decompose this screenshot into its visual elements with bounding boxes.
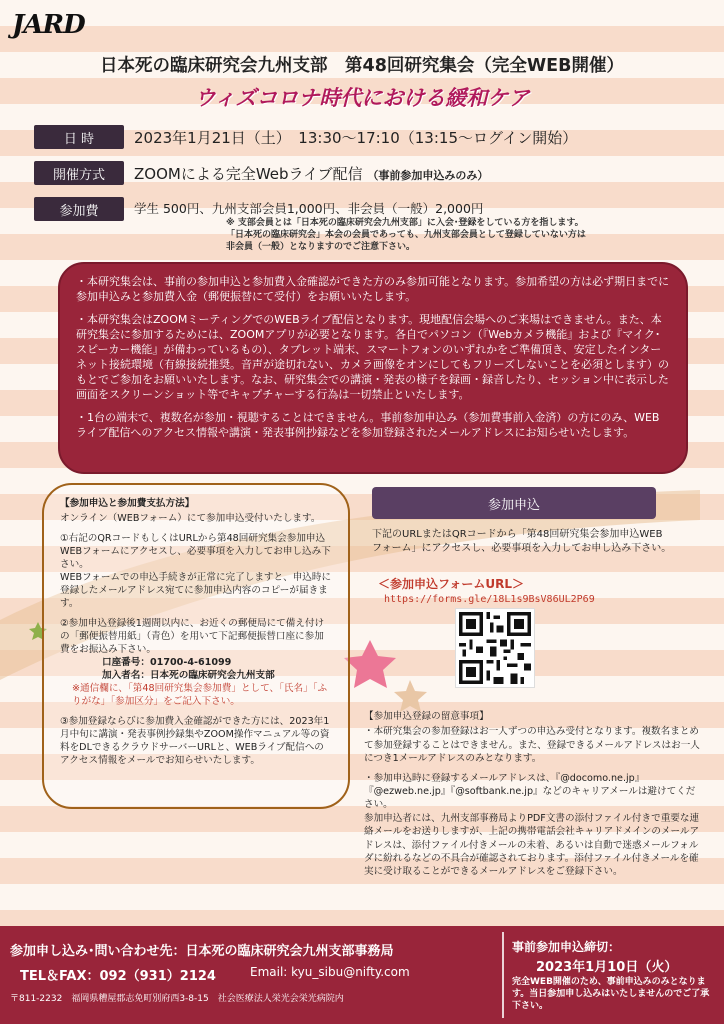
- event-title: 日本死の臨床研究会九州支部 第48回研究集会（完全WEB開催）: [100, 56, 624, 76]
- method-note: （事前参加申込みのみ）: [367, 169, 489, 182]
- contact-address: 〒811-2232 福岡県糟屋郡志免町別府西3-8-15 社会医療法人栄光会栄光病院内: [10, 994, 344, 1004]
- notes-heading: 【参加申込登録の留意事項】: [364, 711, 489, 722]
- notice-box: [58, 262, 688, 474]
- method-value: [134, 163, 488, 184]
- remittance-remark: ※通信欄に、「第48回研究集会参加費」として、「氏名」「ふりがな」「参加区分」をご記入下さい。: [72, 683, 328, 707]
- event-theme: ウィズコロナ時代における緩和ケア: [194, 86, 530, 110]
- contact-title: 参加申し込み･問い合わせ先：日本死の臨床研究会九州支部事務局: [10, 944, 394, 959]
- notice-paragraph-1: ・本研究集会は、事前の参加申込と参加費入金確認ができた方のみ参加可能となります。参加希望の方は必ず期日までに参加申込みと参加費入金（郵便振替にて受付）をお願いいたします。: [76, 275, 670, 303]
- notes-paragraph-3: 参加申込者には、九州支部事務局よりPDF文書の添付ファイル付きで重要な連絡メールをお送りしますが、上記の携帯電話会社キャリアドメインのメールアドレスは、添付ファイル付きメールの未着、あるいは自動で迷惑メールフォルダに紛れるなどの不具合が確認されております。添付ファイル付きメールを確実に受け取ることができるメールアドレスをご登録下さい。: [364, 812, 700, 878]
- notice-paragraph-2: ・本研究集会はZOOMミーティングでのWEBライブ配信となります。現地配信会場へのご来場はできません。また、本研究集会に参加するためには、ZOOMアプリが必要となります。各自でパソコン（『Webカメラ機能』および『マイク･スピーカー機能』が備わっているもの）、タブレット端末、スマートフォンのいずれかをご準備頂き、安定したインターネット接続環境（有線接続推奨。音声が途切れない、カメラ画像をオンにしてもフリーズしないことを必須とします）のもとでご参加をお願いいたします。なお、研究集会での講演・発表の様子を録画・録音したり、セッション中に表示した画面をスクリーンショット等でキャプチャーする行為は一切禁止といたします。: [76, 313, 670, 401]
- payment-intro: オンライン（WEBフォーム）にて参加申込受付いたします。: [60, 513, 321, 524]
- notice-paragraph-3: ・1台の端末で、複数名が参加・視聴することはできません。事前参加申込み（参加費事前入金済）の方にのみ、WEBライブ配信へのアクセス情報や講演・発表事例抄録などを参加登録されたメールアドレスにお知らせいたします。: [76, 411, 660, 439]
- deadline-title: 事前参加申込締切：: [512, 940, 621, 954]
- contact-tel: TEL＆FAX：092（931）2124: [20, 969, 216, 984]
- method-text: ZOOMによる完全Webライブ配信: [134, 165, 363, 183]
- account-number: 口座番号：01700-4-61099: [102, 657, 232, 668]
- method-label: 開催方式: [34, 161, 124, 185]
- pink-star-icon: [344, 640, 396, 688]
- apply-description: 下記のURLまたはQRコードから「第48回研究集会参加申込WEBフォーム」にアクセスし、必要事項を入力してお申し込み下さい。: [372, 529, 672, 554]
- footer-divider: [502, 932, 504, 1018]
- payment-step-1b: WEBフォームでの申込手続きが正常に完了しますと、申込時に登録したメールアドレス宛てに参加申込内容のコピーが届きます。: [60, 572, 332, 609]
- jard-logo: JARD: [12, 10, 85, 40]
- payment-heading: 【参加申込と参加費支払方法】: [60, 498, 195, 509]
- payment-box: [42, 483, 350, 809]
- tan-star-icon: [394, 680, 427, 712]
- registration-notes: [364, 710, 704, 885]
- qr-code-graphic: [459, 612, 531, 684]
- payment-step-3: ③参加登録ならびに参加費入金確認ができた方には、2023年1月中旬に講演・発表事例抄録集やZOOM操作マニュアル等の資料をDLできるクラウドサーバーURLと、WEBライブ配信へのアクセス情報をメールでお知らせいたします。: [60, 716, 330, 766]
- deadline-date: 2023年1月10日（火）: [536, 960, 678, 975]
- date-value: 2023年1月21日（土） 13:30～17:10（13:15～ログイン開始）: [134, 129, 578, 147]
- qr-code-icon[interactable]: [455, 608, 535, 688]
- fee-note: ※ 支部会員とは「日本死の臨床研究会九州支部」に入会･登録をしている方を指します。 「日本死の臨床研究会」本会の会員であっても、九州支部会員として登録していない方は 非会員（一般）となりますのでご注意下さい。: [226, 218, 586, 252]
- notes-paragraph-2: ・参加申込時に登録するメールアドレスは、『@docomo.ne.jp』『@ezweb.ne.jp』『@softbank.ne.jp』などのキャリアメールは避けてください。: [364, 772, 696, 811]
- contact-email[interactable]: Email: kyu_sibu@nifty.com: [250, 965, 410, 979]
- fee-value: 学生 500円、九州支部会員1,000円、非会員（一般）2,000円: [134, 201, 484, 216]
- deadline-note: 完全WEB開催のため、事前申込みのみとなります。当日参加申し込みはいたしませんのでご了承下さい。: [512, 977, 710, 1011]
- apply-button[interactable]: 参加申込: [372, 487, 656, 519]
- account-name: 加入者名：日本死の臨床研究会九州支部: [102, 670, 275, 681]
- notes-paragraph-1: ・本研究集会の参加登録はお一人ずつの申込み受付となります。複数名まとめて参加登録することはできません。また、登録できるメールアドレスはお一人につき1メールアドレスのみとなります。: [364, 726, 700, 765]
- payment-step-1: ①右記のQRコードもしくはURLから第48回研究集会参加申込WEBフォームにアクセスし、必要事項を入力してお申し込み下さい。: [60, 533, 331, 570]
- form-url-link[interactable]: https://forms.gle/18L1s9BsV86UL2P69: [384, 594, 595, 605]
- form-url-heading: ＜参加申込フォームURL＞: [378, 577, 525, 591]
- payment-step-2: ②参加申込登録後1週間以内に、お近くの郵便局にて備え付けの「郵便振替用紙」（青色）を用いて下記郵便振替口座に参加費をお振込み下さい。: [60, 618, 325, 655]
- fee-label: 参加費: [34, 197, 124, 221]
- date-label: 日 時: [34, 125, 124, 149]
